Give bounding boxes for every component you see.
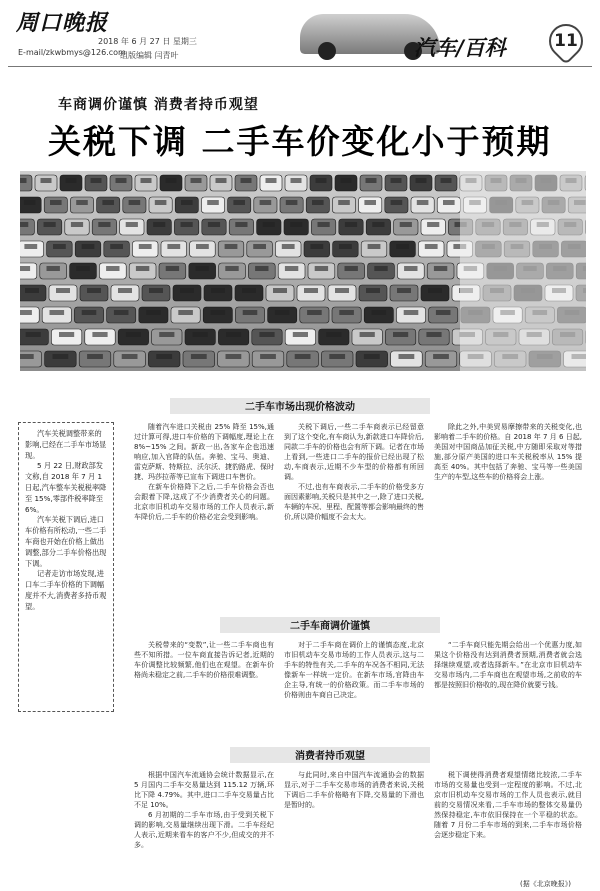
car-windshield: [41, 178, 52, 183]
car-windshield: [50, 200, 62, 205]
car-windshield: [345, 222, 357, 227]
car-windshield: [425, 244, 438, 249]
car-windshield: [196, 266, 209, 271]
body-column: [434, 422, 582, 607]
car-windshield: [436, 310, 451, 315]
car-windshield: [20, 310, 32, 315]
car-windshield: [87, 354, 103, 359]
car-windshield: [191, 178, 202, 183]
car-windshield: [181, 222, 193, 227]
sidebar-paragraph: 记者走访市场发现,进口车二手车价格的下调幅度并不大,消费者多持币观望。: [25, 569, 107, 611]
car-windshield: [396, 244, 409, 249]
car-windshield: [146, 310, 161, 315]
section-heading-dealer-caution: 二手车商调价谨慎: [220, 617, 440, 633]
car-windshield: [290, 222, 302, 227]
car-windshield: [372, 222, 384, 227]
car-windshield: [110, 244, 123, 249]
car-windshield: [102, 200, 114, 205]
car-windshield: [338, 200, 350, 205]
car-windshield: [136, 266, 149, 271]
article-source: (据《北京晚报》): [520, 880, 571, 888]
article-subhead: 车商调价谨慎 消费者持币观望: [58, 97, 259, 113]
car-windshield: [329, 354, 345, 359]
car-windshield: [141, 178, 152, 183]
car-windshield: [149, 288, 163, 293]
car-windshield: [25, 288, 39, 293]
car-windshield: [126, 332, 141, 337]
car-windshield: [50, 310, 65, 315]
car-windshield: [166, 266, 179, 271]
car-windshield: [260, 200, 272, 205]
car-windshield: [255, 266, 268, 271]
body-paragraph: 不过,也有车商表示,二手车的价格受多方面因素影响,关税只是其中之一,除了进口关税,车辆的车况、里程、配置等都会影响最终的售价,所以降价幅度不会太大。: [284, 483, 424, 521]
body-column: [284, 640, 424, 740]
car-windshield: [318, 222, 330, 227]
masthead-divider: [8, 66, 592, 67]
car-windshield: [91, 178, 102, 183]
car-windshield: [404, 310, 419, 315]
car-windshield: [225, 266, 238, 271]
car-windshield: [20, 266, 30, 271]
car-windshield: [253, 244, 266, 249]
car-windshield: [417, 200, 429, 205]
car-windshield: [216, 178, 227, 183]
car-windshield: [129, 200, 141, 205]
body-paragraph: “二手车商只能先期会给出一个优惠力度,如果这个价格没有达到消费者预期,消费者就会选择继续观望,或者选择新车。”在北京市旧机动车交易市场内,二手车商也在观望市场,之前收的车都是按照旧价格收的,现在降价就要亏钱。: [434, 641, 582, 689]
car-windshield: [226, 354, 242, 359]
car-windshield: [275, 310, 290, 315]
body-column: [434, 770, 582, 876]
body-column: [134, 640, 274, 740]
car-windshield: [71, 222, 83, 227]
car-windshield: [400, 222, 412, 227]
car-windshield: [76, 266, 89, 271]
parking-lot-photo: [20, 171, 586, 371]
body-column: [284, 422, 424, 607]
car-windshield: [428, 288, 442, 293]
car-windshield: [106, 266, 119, 271]
car-windshield: [87, 288, 101, 293]
car-windshield: [266, 178, 277, 183]
car-windshield: [76, 200, 88, 205]
car-windshield: [126, 222, 138, 227]
car-windshield: [211, 288, 225, 293]
car-windshield: [155, 200, 167, 205]
car-windshield: [82, 310, 97, 315]
car-windshield: [434, 266, 447, 271]
body-paragraph: 随着汽车进口关税由 25% 降至 15%,通过计算可得,进口车价格的下调幅度,理论上在 8%~15% 之间。新政一出,各家车企也迅速响应,加入官降的队伍。奔驰、宝马、奥迪、雷克萨斯、特斯拉、沃尔沃、捷豹路虎、保时捷、玛莎拉蒂等已宣布下调进口车售价。: [134, 423, 274, 481]
car-windshield: [116, 178, 127, 183]
car-windshield: [207, 200, 219, 205]
car-windshield: [26, 332, 41, 337]
car-windshield: [391, 178, 402, 183]
car-windshield: [82, 244, 95, 249]
body-paragraph: 在新车价格降下之后,二手车价格会否也会跟着下降,这成了不少消费者关心的问题。北京市旧机动车交易市场的工作人员表示,新车降价后,二手车的价格必定会受到影响。: [134, 483, 274, 521]
car-windshield: [180, 288, 194, 293]
car-windshield: [304, 288, 318, 293]
car-windshield: [393, 332, 408, 337]
car-windshield: [315, 266, 328, 271]
car-windshield: [24, 200, 36, 205]
sidebar-paragraph: 5 月 22 日,财政部发文称,自 2018 年 7 月 1 日起,汽车整车关税税率降至 15%,零部件税率降至 6%。: [25, 461, 107, 514]
car-windshield: [366, 288, 380, 293]
parking-lot-image: [20, 171, 586, 371]
car-windshield: [196, 244, 209, 249]
car-windshield: [372, 310, 387, 315]
car-windshield: [59, 332, 74, 337]
sidebar-summary-box: [18, 422, 114, 712]
car-windshield: [211, 310, 226, 315]
car-windshield: [241, 178, 252, 183]
car-windshield: [181, 200, 193, 205]
car-windshield: [66, 178, 77, 183]
car-windshield: [259, 332, 274, 337]
body-paragraph: 除此之外,中美贸易摩擦带来的关税变化,也影响着二手车的价格。自 2018 年 7 月 6 日起,美国对中国商品加征关税,中方随即采取对等措施,部分原产美国的进口车关税税率从 15% 提高至 40%。其中包括了奔驰、宝马等一些美国生产的车型,这些车的价格将会上涨。: [434, 423, 582, 481]
body-column: [134, 770, 274, 876]
car-windshield: [47, 266, 60, 271]
car-windshield: [368, 244, 381, 249]
car-windshield: [156, 354, 172, 359]
car-windshield: [326, 332, 341, 337]
car-windshield: [391, 200, 403, 205]
car-windshield: [404, 266, 417, 271]
car-windshield: [191, 354, 207, 359]
sidebar-paragraph: 汽车关税下调后,进口车价格有所松动,一些二手车商也开始在价格上做出调整,部分二手车价格出现下调。: [25, 515, 107, 568]
car-windshield: [153, 222, 165, 227]
car-windshield: [397, 288, 411, 293]
car-windshield: [286, 200, 298, 205]
car-windshield: [374, 266, 387, 271]
car-windshield: [310, 244, 323, 249]
car-windshield: [441, 178, 452, 183]
body-paragraph: 税下调使得消费者观望情绪比较浓,二手车市场的交易量也受到一定程度的影响。不过,北京市旧机动车交易市场的工作人员也表示,就目前的交易情况来看,二手车市场的整体交易量仍然保持稳定,车市依旧保持在一个平稳的状态。随着 7 月份二手车市场的到来,二手车市场价格会逐步稳定下来。: [434, 771, 582, 839]
car-windshield: [295, 354, 311, 359]
layout-editor: 组版编辑 闫青叶: [120, 51, 179, 60]
car-windshield: [426, 332, 441, 337]
car-windshield: [20, 178, 27, 183]
car-windshield: [20, 222, 28, 227]
section-title: 汽车/百科: [414, 35, 506, 60]
body-paragraph: 对于二手车商在调价上的谨慎态度,北京市旧机动车交易市场的工作人员表示,这与二手车的特性有关,二手车的车况各不相同,无法像新车一样统一定价。在新车市场,官降由车企主导,有统一的价格政策。而二手车市场的价格则由车商自己决定。: [284, 641, 424, 699]
car-windshield: [98, 222, 110, 227]
article-headline: 关税下调 二手车价变化小于预期: [48, 122, 552, 161]
car-windshield: [53, 354, 69, 359]
car-windshield: [316, 178, 327, 183]
car-windshield: [399, 354, 415, 359]
car-windshield: [285, 266, 298, 271]
sidebar-paragraph: 汽车关税调整带来的影响,已经在二手车市场显现。: [25, 429, 107, 460]
car-windshield: [293, 332, 308, 337]
section-heading-price-fluctuation: 二手车市场出现价格波动: [170, 398, 430, 414]
car-windshield: [433, 354, 449, 359]
issue-date: 2018 年 6 月 27 日 星期三: [98, 37, 197, 46]
car-windshield: [339, 310, 354, 315]
car-windshield: [208, 222, 220, 227]
car-windshield: [159, 332, 174, 337]
body-paragraph: 6 月初期的二手车市场,由于受到关税下调的影响,交易量继续出现下滑。二手车经纪人表示,近期来看车的客户不少,但成交的并不多。: [134, 811, 274, 849]
body-column: [134, 422, 274, 607]
car-windshield: [122, 354, 138, 359]
car-windshield: [178, 310, 193, 315]
car-windshield: [53, 244, 66, 249]
car-windshield: [282, 244, 295, 249]
section-heading-consumer-waiting: 消费者持币观望: [230, 747, 430, 763]
car-windshield: [242, 288, 256, 293]
car-windshield: [166, 178, 177, 183]
newspaper-logo: 周口晚报: [16, 10, 109, 36]
car-windshield: [307, 310, 322, 315]
car-windshield: [118, 288, 132, 293]
body-column: [434, 640, 582, 740]
car-windshield: [291, 178, 302, 183]
car-windshield: [260, 354, 276, 359]
car-windshield: [345, 266, 358, 271]
body-column: [284, 770, 424, 876]
car-windshield: [233, 200, 245, 205]
car-windshield: [225, 244, 238, 249]
car-windshield: [263, 222, 275, 227]
car-windshield: [139, 244, 152, 249]
car-windshield: [427, 222, 439, 227]
car-windshield: [92, 332, 107, 337]
contact-email: E-mail/zkwbmys@126.com: [18, 48, 126, 57]
car-windshield: [24, 244, 37, 249]
car-windshield: [341, 178, 352, 183]
car-windshield: [243, 310, 258, 315]
car-windshield: [416, 178, 427, 183]
car-windshield: [366, 178, 377, 183]
car-windshield: [56, 288, 70, 293]
body-paragraph: 根据中国汽车流通协会统计数据显示,在 5 月国内二手车交易量达到 115.12 万辆,环比下降 4.79%。其中,进口二手车交易量占比不足 10%。: [134, 771, 274, 809]
car-windshield: [339, 244, 352, 249]
car-windshield: [443, 200, 455, 205]
car-windshield: [364, 200, 376, 205]
car-windshield: [44, 222, 56, 227]
car-windshield: [335, 288, 349, 293]
car-windshield: [193, 332, 208, 337]
page-number: 11: [554, 31, 578, 51]
car-windshield: [273, 288, 287, 293]
car-windshield: [312, 200, 324, 205]
car-windshield: [364, 354, 380, 359]
car-windshield: [226, 332, 241, 337]
body-paragraph: 关税下调后,一些二手车商表示已经留意到了这个变化,有车商认为,新款进口车降价后,同款二手车的价格也会有所下调。记者在市场上看到,一些进口二手车的报价已经出现了松动,车商表示,近期不少车型的价格都有所回调。: [284, 423, 424, 481]
page-number-badge: [542, 17, 590, 65]
car-windshield: [360, 332, 375, 337]
car-windshield: [114, 310, 129, 315]
body-paragraph: 关税带来的“变数”,让一些二手车商也有些不知所措。一位车商直接告诉记者,近期的车价调整比较频繁,他们也在观望。在新车价格尚未稳定之前,二手车的价格很难调整。: [134, 641, 274, 679]
car-windshield: [20, 354, 34, 359]
body-paragraph: 与此同时,来自中国汽车流通协会的数据显示,对于二手车交易市场的消费者来说,关税下调后二手车价格略有下降,交易量的下滑也是暂时的。: [284, 771, 424, 809]
car-windshield: [167, 244, 180, 249]
car-windshield: [235, 222, 247, 227]
